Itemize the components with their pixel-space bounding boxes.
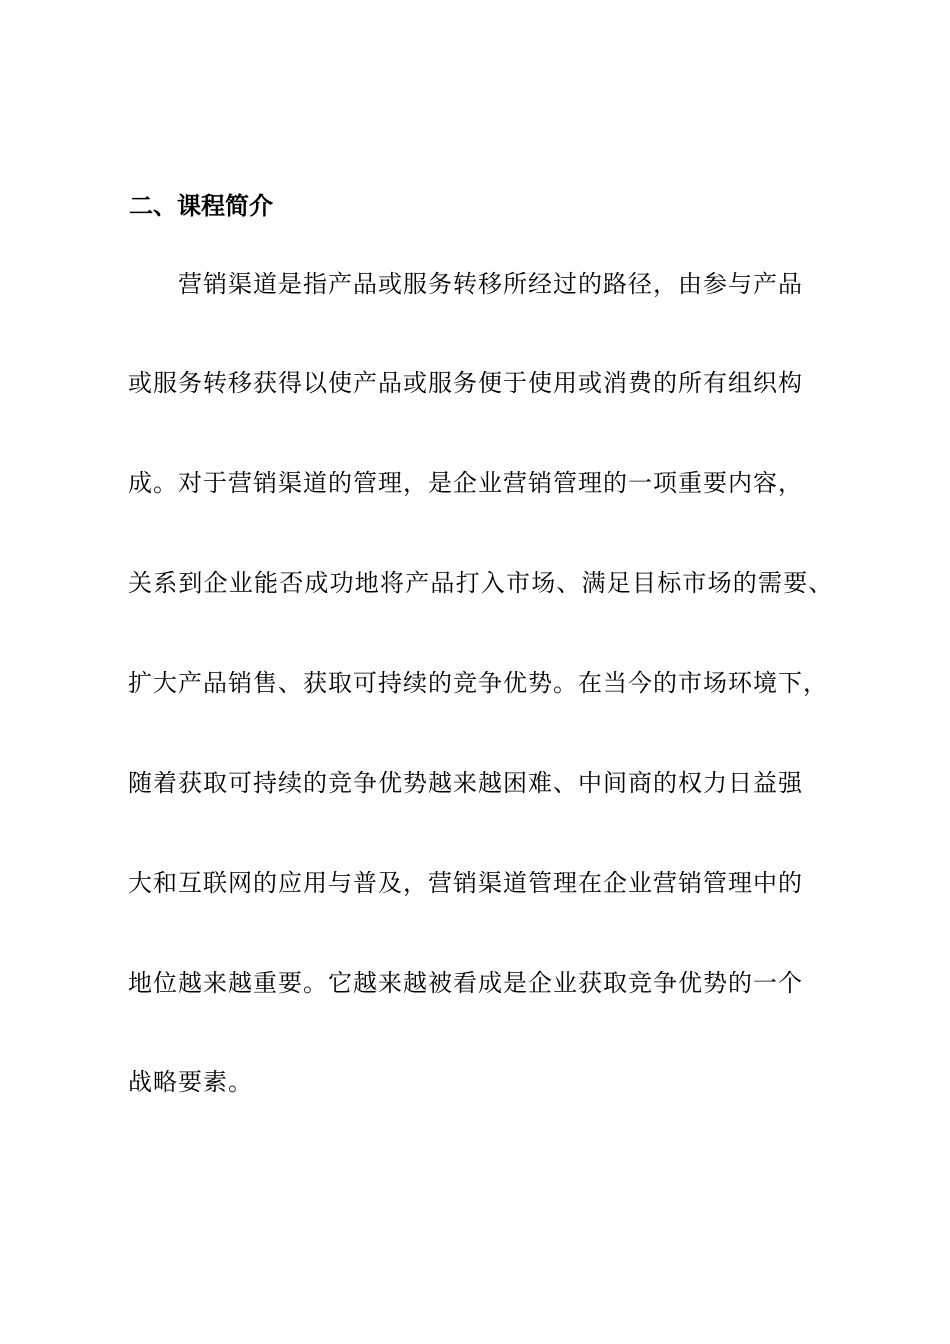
paragraph-line: 地位越来越重要。它越来越被看成是企业获取竞争优势的一个 <box>128 969 803 997</box>
paragraph-line: 关系到企业能否成功地将产品打入市场、满足目标市场的需要、 <box>128 569 834 597</box>
paragraph-line: 战略要素。 <box>128 1068 253 1096</box>
paragraph-line: 大和互联网的应用与普及，营销渠道管理在企业营销管理中的 <box>128 869 803 897</box>
paragraph-line: 成。对于营销渠道的管理，是企业营销管理的一项重要内容， <box>128 469 803 497</box>
section-heading: 二、课程简介 <box>129 192 273 220</box>
paragraph-line: 随着获取可持续的竞争优势越来越困难、中间商的权力日益强 <box>128 769 803 797</box>
paragraph-line: 或服务转移获得以使产品或服务便于使用或消费的所有组织构 <box>128 369 803 397</box>
paragraph-line: 扩大产品销售、获取可持续的竞争优势。在当今的市场环境下， <box>128 669 828 697</box>
paragraph-line: 营销渠道是指产品或服务转移所经过的路径，由参与产品 <box>178 270 803 298</box>
